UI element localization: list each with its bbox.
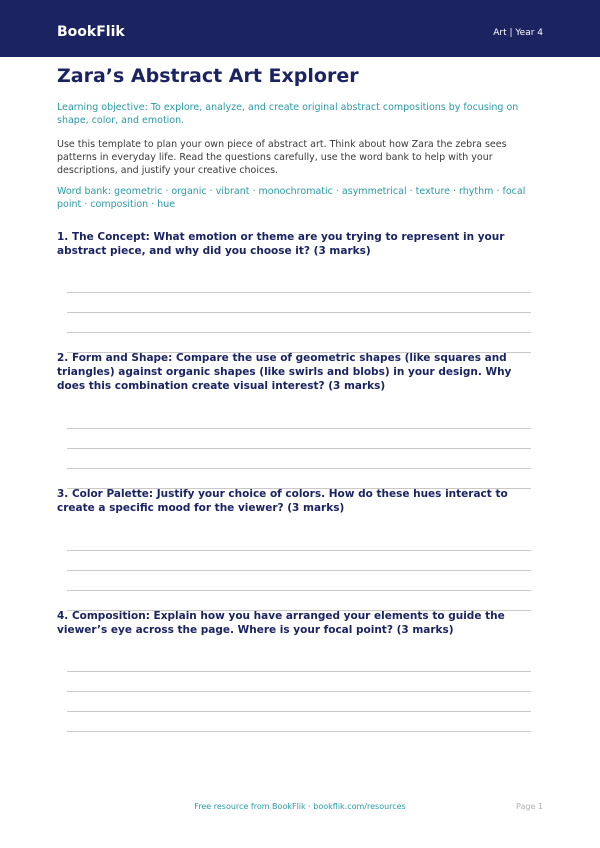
word-bank: Word bank: geometric · organic · vibrant · monochromatic · asymmetrical · texture · rhythm · focal point · composition · hue — [57, 186, 526, 211]
question-2: 2. Form and Shape: Compare the use of geometric shapes (like squares and triangles) against organic shapes (like swirls and blobs) in your design. Why does this combination create visual interest? (3 marks) — [57, 352, 512, 392]
answer-line[interactable] — [67, 448, 531, 449]
answer-line[interactable] — [67, 428, 531, 429]
answer-line[interactable] — [67, 691, 531, 692]
question-3: 3. Color Palette: Justify your choice of colors. How do these hues interact to create a specific mood for the viewer? (3 marks) — [57, 488, 508, 514]
subject-year-label: Art | Year 4 — [493, 28, 543, 38]
answer-line[interactable] — [67, 550, 531, 551]
question-1: 1. The Concept: What emotion or theme are you trying to represent in your abstract piece, and why did you choose it? (3 marks) — [57, 231, 505, 257]
learning-objective: Learning objective: To explore, analyze, and create original abstract compositions by focusing on shape, color, and emotion. — [57, 102, 519, 127]
page-header — [0, 0, 600, 57]
answer-line[interactable] — [67, 570, 531, 571]
intro-text: Use this template to plan your own piece of abstract art. Think about how Zara the zebra sees patterns in everyday life. Read the questions carefully, use the word bank to help with your descriptions, and justify your creative choices. — [57, 139, 507, 177]
page-number: Page 1 — [516, 802, 543, 811]
answer-line[interactable] — [67, 590, 531, 591]
answer-line[interactable] — [67, 292, 531, 293]
question-4: 4. Composition: Explain how you have arranged your elements to guide the viewer’s eye across the page. Where is your focal point? (3 marks) — [57, 610, 505, 636]
answer-line[interactable] — [67, 671, 531, 672]
answer-line[interactable] — [67, 332, 531, 333]
answer-line[interactable] — [67, 711, 531, 712]
answer-line[interactable] — [67, 312, 531, 313]
answer-line[interactable] — [67, 731, 531, 732]
page-title: Zara’s Abstract Art Explorer — [57, 65, 359, 87]
footer-credit: Free resource from BookFlik · bookflik.com/resources — [194, 802, 406, 811]
brand-logo: BookFlik — [57, 24, 125, 40]
answer-line[interactable] — [67, 468, 531, 469]
